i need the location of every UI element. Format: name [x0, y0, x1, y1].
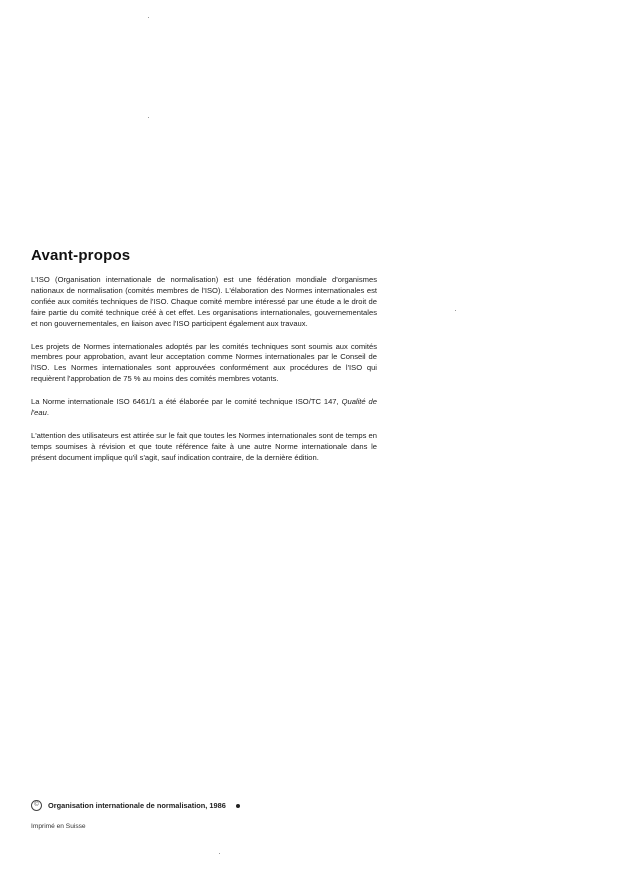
committee-text: La Norme internationale ISO 6461/1 a été élaborée par le comité technique ISO/TC 147,	[31, 397, 342, 407]
paragraph-committee	[31, 397, 377, 419]
copyright-text: Organisation internationale de normalisation, 1986	[48, 801, 226, 810]
foreword-body	[31, 275, 377, 476]
page-title: Avant-propos	[31, 247, 131, 264]
committee-suffix: .	[46, 408, 49, 418]
bullet-icon	[236, 804, 240, 808]
printed-in-line: Imprimé en Suisse	[31, 823, 86, 830]
copyright-icon: ©	[31, 800, 42, 811]
scan-speck	[148, 17, 149, 18]
paragraph-revision-notice: L'attention des utilisateurs est attirée sur le fait que toutes les Normes internationales sont de temps en temps soumises à révision et que toute référence faite à une autre Norme internationale dans le présent document implique qu'il s'agit, sauf indication contraire, de la dernière édition.	[31, 430, 377, 462]
scan-speck	[148, 117, 149, 118]
copyright-line	[31, 800, 240, 811]
paragraph-iso-intro: L'ISO (Organisation internationale de normalisation) est une fédération mondiale d'organismes nationaux de normalisation (comités membres de l'ISO). L'élaboration des Normes internationales est confiée aux comités techniques de l'ISO. Chaque comité membre intéressé par une étude a le droit de faire partie du comité technique créé à cet effet. Les organisations internationales, gouvernementales et non gouvernementales, en liaison avec l'ISO participent également aux travaux.	[31, 275, 377, 328]
paragraph-approval: Les projets de Normes internationales adoptés par les comités techniques sont soumis aux comités membres pour approbation, avant leur acceptation comme Normes internationales par le Conseil de l'ISO. Les Normes internationales sont approuvées conformément aux procédures de l'ISO qui requièrent l'approbation de 75 % au moins des comités membres votants.	[31, 341, 377, 384]
scan-speck	[219, 853, 220, 854]
committee-title: Qualité de l'eau	[31, 397, 377, 418]
scan-speck	[455, 310, 456, 311]
